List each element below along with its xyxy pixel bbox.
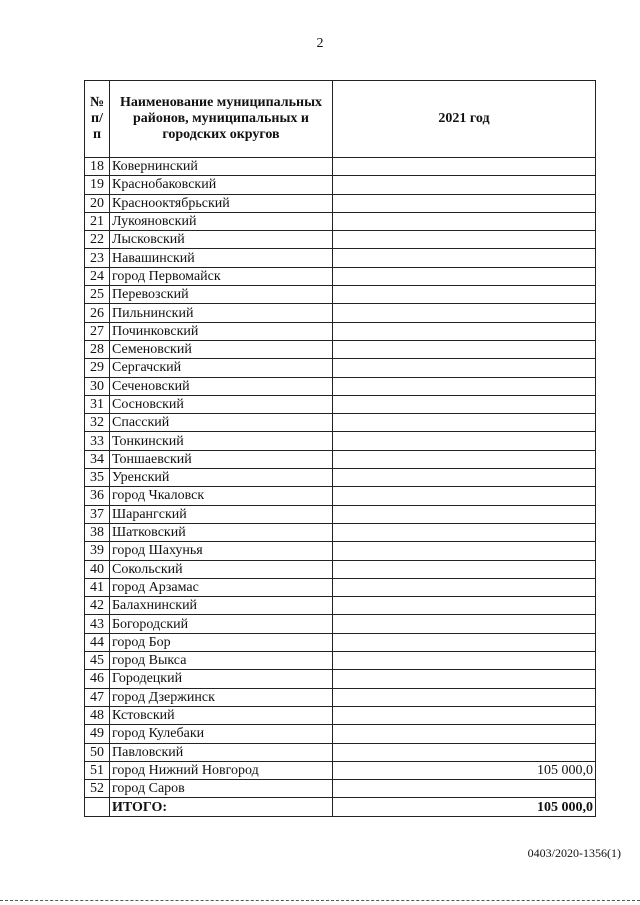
table-row [85, 578, 596, 596]
row-municipality-name: Богородский [110, 615, 333, 633]
row-municipality-name: Балахнинский [110, 597, 333, 615]
row-municipality-name: Пильнинский [110, 304, 333, 322]
row-municipality-name: Лукояновский [110, 212, 333, 230]
total-number-empty [85, 798, 110, 816]
row-number: 48 [85, 706, 110, 724]
row-value-2021 [333, 652, 596, 670]
row-municipality-name: город Бор [110, 633, 333, 651]
row-number: 23 [85, 249, 110, 267]
table-row [85, 487, 596, 505]
row-value-2021 [333, 267, 596, 285]
table-row [85, 706, 596, 724]
row-number: 32 [85, 414, 110, 432]
row-municipality-name: Шатковский [110, 523, 333, 541]
row-value-2021 [333, 670, 596, 688]
row-value-2021 [333, 249, 596, 267]
page-number: 2 [316, 36, 324, 51]
row-number: 40 [85, 560, 110, 578]
row-number: 41 [85, 578, 110, 596]
row-number: 18 [85, 158, 110, 176]
row-number: 39 [85, 542, 110, 560]
total-value: 105 000,0 [333, 798, 596, 816]
row-municipality-name: Краснобаковский [110, 176, 333, 194]
row-number: 21 [85, 212, 110, 230]
row-municipality-name: Семеновский [110, 340, 333, 358]
row-number: 22 [85, 231, 110, 249]
row-municipality-name: Перевозский [110, 286, 333, 304]
row-value-2021 [333, 688, 596, 706]
header-name: Наименование муниципальных районов, муниципальных и городских округов [110, 81, 333, 158]
row-municipality-name: город Кулебаки [110, 725, 333, 743]
table-row [85, 194, 596, 212]
table-row [85, 670, 596, 688]
header-number: № п/п [85, 81, 110, 158]
row-municipality-name: город Саров [110, 780, 333, 798]
row-municipality-name: город Чкаловск [110, 487, 333, 505]
table-row [85, 615, 596, 633]
row-value-2021 [333, 212, 596, 230]
row-municipality-name: Навашинский [110, 249, 333, 267]
total-label: ИТОГО: [110, 798, 333, 816]
table-row [85, 414, 596, 432]
row-value-2021 [333, 158, 596, 176]
table-header-row [85, 81, 596, 158]
document-code: 0403/2020-1356(1) [527, 846, 621, 860]
row-number: 19 [85, 176, 110, 194]
row-municipality-name: город Дзержинск [110, 688, 333, 706]
table-row [85, 322, 596, 340]
table-row [85, 523, 596, 541]
row-value-2021 [333, 194, 596, 212]
table-row [85, 725, 596, 743]
row-value-2021 [333, 542, 596, 560]
row-number: 33 [85, 432, 110, 450]
row-value-2021 [333, 359, 596, 377]
row-municipality-name: Уренский [110, 469, 333, 487]
row-value-2021 [333, 633, 596, 651]
table-row [85, 395, 596, 413]
row-municipality-name: Спасский [110, 414, 333, 432]
row-municipality-name: Тонкинский [110, 432, 333, 450]
table-row [85, 304, 596, 322]
table-row [85, 340, 596, 358]
row-value-2021 [333, 304, 596, 322]
table-row [85, 542, 596, 560]
table-body [85, 158, 596, 817]
row-municipality-name: город Первомайск [110, 267, 333, 285]
table-row [85, 450, 596, 468]
row-number: 31 [85, 395, 110, 413]
table-row [85, 377, 596, 395]
table-row [85, 359, 596, 377]
row-value-2021 [333, 395, 596, 413]
row-number: 20 [85, 194, 110, 212]
row-municipality-name: Городецкий [110, 670, 333, 688]
row-municipality-name: Сосновский [110, 395, 333, 413]
row-number: 45 [85, 652, 110, 670]
table-row [85, 267, 596, 285]
row-number: 43 [85, 615, 110, 633]
row-number: 34 [85, 450, 110, 468]
row-number: 25 [85, 286, 110, 304]
row-municipality-name: город Арзамас [110, 578, 333, 596]
row-value-2021 [333, 615, 596, 633]
table-row [85, 633, 596, 651]
table-row [85, 743, 596, 761]
row-municipality-name: Сокольский [110, 560, 333, 578]
row-value-2021 [333, 725, 596, 743]
row-value-2021 [333, 469, 596, 487]
row-number: 38 [85, 523, 110, 541]
row-number: 49 [85, 725, 110, 743]
row-number: 51 [85, 761, 110, 779]
table-row [85, 469, 596, 487]
row-value-2021 [333, 487, 596, 505]
row-number: 37 [85, 505, 110, 523]
page-bottom-edge [0, 900, 640, 901]
row-value-2021 [333, 597, 596, 615]
row-municipality-name: Кстовский [110, 706, 333, 724]
table-row [85, 158, 596, 176]
table-row [85, 231, 596, 249]
allocation-table [84, 80, 596, 817]
row-municipality-name: Ковернинский [110, 158, 333, 176]
row-value-2021 [333, 414, 596, 432]
table-row [85, 597, 596, 615]
table-row [85, 212, 596, 230]
table-row [85, 505, 596, 523]
row-number: 52 [85, 780, 110, 798]
row-value-2021 [333, 377, 596, 395]
row-municipality-name: город Выкса [110, 652, 333, 670]
row-number: 36 [85, 487, 110, 505]
table-row [85, 688, 596, 706]
row-value-2021 [333, 432, 596, 450]
row-number: 30 [85, 377, 110, 395]
row-value-2021 [333, 505, 596, 523]
row-municipality-name: город Нижний Новгород [110, 761, 333, 779]
table-row [85, 560, 596, 578]
row-number: 28 [85, 340, 110, 358]
row-municipality-name: Лысковский [110, 231, 333, 249]
row-number: 44 [85, 633, 110, 651]
table-row [85, 249, 596, 267]
header-year: 2021 год [333, 81, 596, 158]
row-municipality-name: Тоншаевский [110, 450, 333, 468]
row-value-2021 [333, 322, 596, 340]
row-number: 35 [85, 469, 110, 487]
row-number: 24 [85, 267, 110, 285]
row-number: 42 [85, 597, 110, 615]
row-value-2021 [333, 560, 596, 578]
row-value-2021 [333, 231, 596, 249]
table-row [85, 432, 596, 450]
table-row [85, 286, 596, 304]
row-number: 27 [85, 322, 110, 340]
row-municipality-name: Починковский [110, 322, 333, 340]
row-value-2021 [333, 706, 596, 724]
total-row [85, 798, 596, 816]
row-number: 50 [85, 743, 110, 761]
row-number: 46 [85, 670, 110, 688]
table-row [85, 780, 596, 798]
row-value-2021 [333, 578, 596, 596]
row-number: 47 [85, 688, 110, 706]
row-municipality-name: город Шахунья [110, 542, 333, 560]
row-number: 29 [85, 359, 110, 377]
row-value-2021 [333, 340, 596, 358]
row-number: 26 [85, 304, 110, 322]
row-municipality-name: Сергачский [110, 359, 333, 377]
row-value-2021 [333, 780, 596, 798]
row-value-2021 [333, 450, 596, 468]
row-municipality-name: Сеченовский [110, 377, 333, 395]
table-row [85, 652, 596, 670]
table-row [85, 176, 596, 194]
row-value-2021 [333, 286, 596, 304]
row-value-2021 [333, 523, 596, 541]
row-value-2021 [333, 176, 596, 194]
table-row [85, 761, 596, 779]
row-municipality-name: Павловский [110, 743, 333, 761]
row-value-2021 [333, 743, 596, 761]
row-value-2021: 105 000,0 [333, 761, 596, 779]
row-municipality-name: Шарангский [110, 505, 333, 523]
row-municipality-name: Краснооктябрьский [110, 194, 333, 212]
